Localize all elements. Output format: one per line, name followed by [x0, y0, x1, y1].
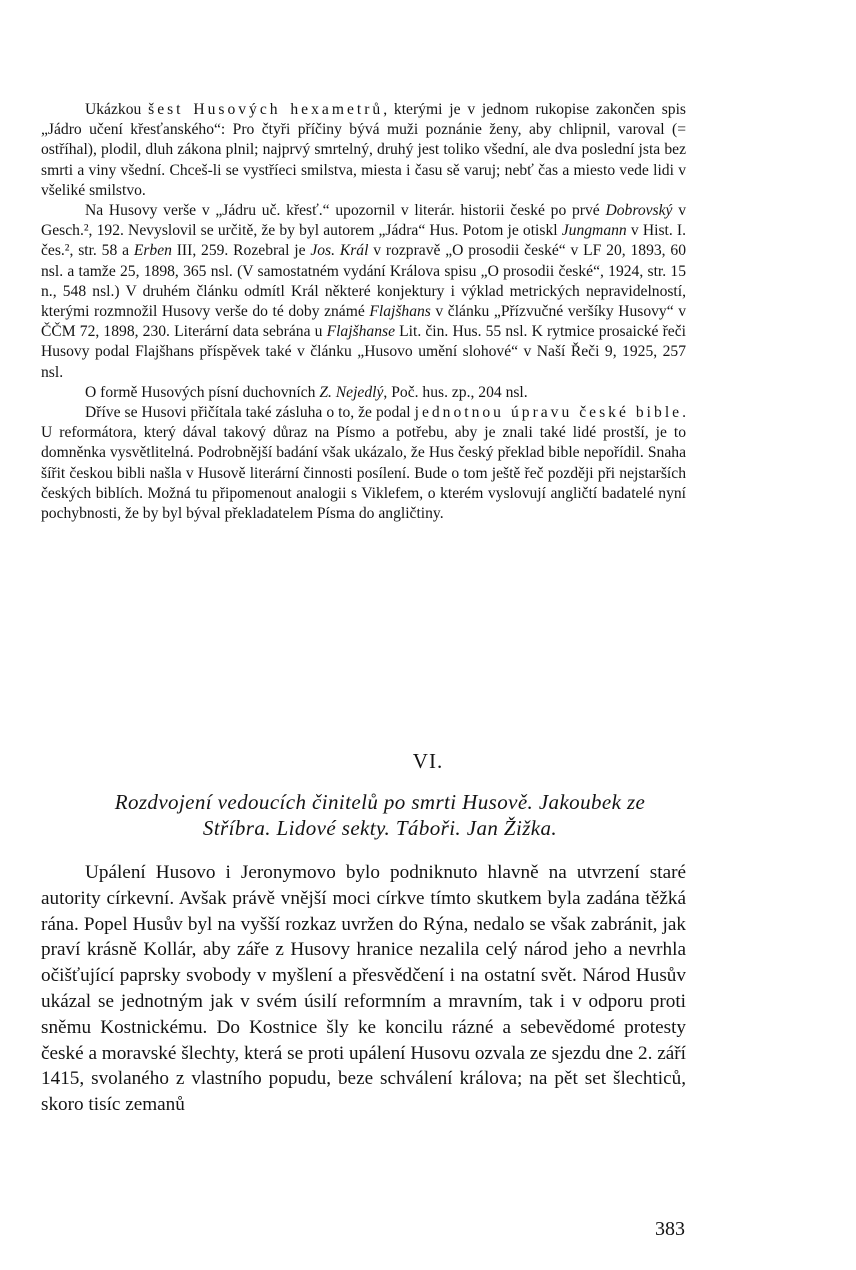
chapter-title: [30, 790, 730, 841]
author-name: Jos. Král: [310, 242, 369, 260]
footnote-section: [41, 100, 686, 524]
chapter-number: VI.: [412, 749, 444, 773]
author-name: Jungmann: [561, 222, 627, 240]
spaced-emphasis: jednotnou úpravu české bible: [414, 404, 683, 422]
author-name: Dobrovský: [605, 202, 673, 220]
note-paragraph-bible: Dříve se Husovi přičítala také zásluha o to, že podal jednotnou úpravu české bible. U reformátora, který dával takový důraz na Písmo a potřebu, aby je znali také lidé prostší, je to domněnka vysvětlitelná. Podrobnější badání však ukázalo, že Hus český překlad bible nepořídil. Snaha šířit českou bibli našla v Husově literární činnosti posílení. Bude o tom ještě řeč později při nejstarších českých biblích. Možná tu připomenout analogii s Viklefem, o kterém vyslovují angličtí badatelé nyní pochybnosti, že by byl býval překladatelem Písma do angličtiny.: [41, 404, 686, 523]
note-paragraph-songs: O formě Husových písní duchovních Z. Nejedlý, Poč. hus. zp., 204 nsl.: [85, 383, 528, 401]
author-name: Erben: [133, 242, 172, 260]
author-name: Flajšhans: [369, 303, 431, 321]
chapter-title-line: Rozdvojení vedoucích činitelů po smrti Husově. Jakoubek ze: [114, 790, 646, 814]
body-paragraph: Upálení Husovo i Jeronymovo bylo podniknuto hlavně na utvrzení staré autority církevní. Avšak právě vnější moci církve tímto skutkem byla zadána těžká rána. Popel Husův byl na vyšší rozkaz uvržen do Rýna, nedalo se však zabránit, jak praví krásně Kollár, aby záře z Husovy hranice nezalila celý národ jeho a nevrhla očišťující paprsky svobody v myšlení a přesvědčení i na ostatní svět. Národ Husův ukázal se jednotným jak v svém úsilí reformním a mravním, tak i v odporu proti sněmu Kostnickému. Do Kostnice šly ke koncilu rázné a sebevědomé protesty české a moravské šlechty, která se proti upálení Husovu ozvala ze sjezdu dne 2. září 1415, svolaného z vlastního popudu, beze schválení králova; na pět set šlechticů, skoro tisíc zemanů: [41, 862, 686, 1116]
note-paragraph-hexameters: Ukázkou šest Husových hexametrů, kterými je v jednom rukopise zakončen spis „Jádro učení křesťanského“: Pro čtyři příčiny bývá muži poznánie ženy, aby chlipnil, varoval (= ostříhal), plodil, dluh zákona plnil; najprvý smrtelný, druhý jest toliko všední, ale dva poslední jsta bez smrti a viny všední. Chceš-li se vystříeci smilstva, miesta i času sě varuj; nebť čas a miesto vede lidi v všeliké smilstvo.: [41, 101, 687, 199]
main-text: [41, 860, 686, 1118]
note-paragraph-literature: Na Husovy verše v „Jádru uč. křesť.“ upozornil v literár. historii české po prvé Dobrovský v Gesch.², 192. Nevyslovil se určitě, že by byl autorem „Jádra“ Hus. Potom je otiskl Jungmann v Hist. I. čes.², str. 58 a Erben III, 259. Rozebral je Jos. Král v rozpravě „O prosodii české“ v LF 20, 1893, 60 nsl. a tamže 25, 1898, 365 nsl. (V samostatném vydání Králova spisu „O prosodii české“, 1924, str. 15 n., 548 nsl.) V druhém článku odmítl Král některé konjektury i výklad metrických nepravidelností, kterými rozmnožil Husovy verše do té doby známé Flajšhans v článku „Přízvučné veršíky Husovy“ v ČČM 72, 1898, 230. Literární data sebrána u Flajšhanse Lit. čin. Hus. 55 nsl. K rytmice prosaické řeči Husovy podal Flajšhans příspěvek také v článku „Husovo umění slohové“ v Naší Řeči 9, 1925, 257 nsl.: [41, 202, 686, 381]
author-name: Z. Nejedlý: [319, 383, 384, 401]
spaced-emphasis: šest Husových hexametrů: [148, 101, 384, 118]
chapter-title-line: Stříbra. Lidové sekty. Táboři. Jan Žižka.: [202, 815, 558, 840]
author-name: Flajšhanse: [326, 323, 395, 341]
page-number: 383: [655, 1218, 685, 1240]
